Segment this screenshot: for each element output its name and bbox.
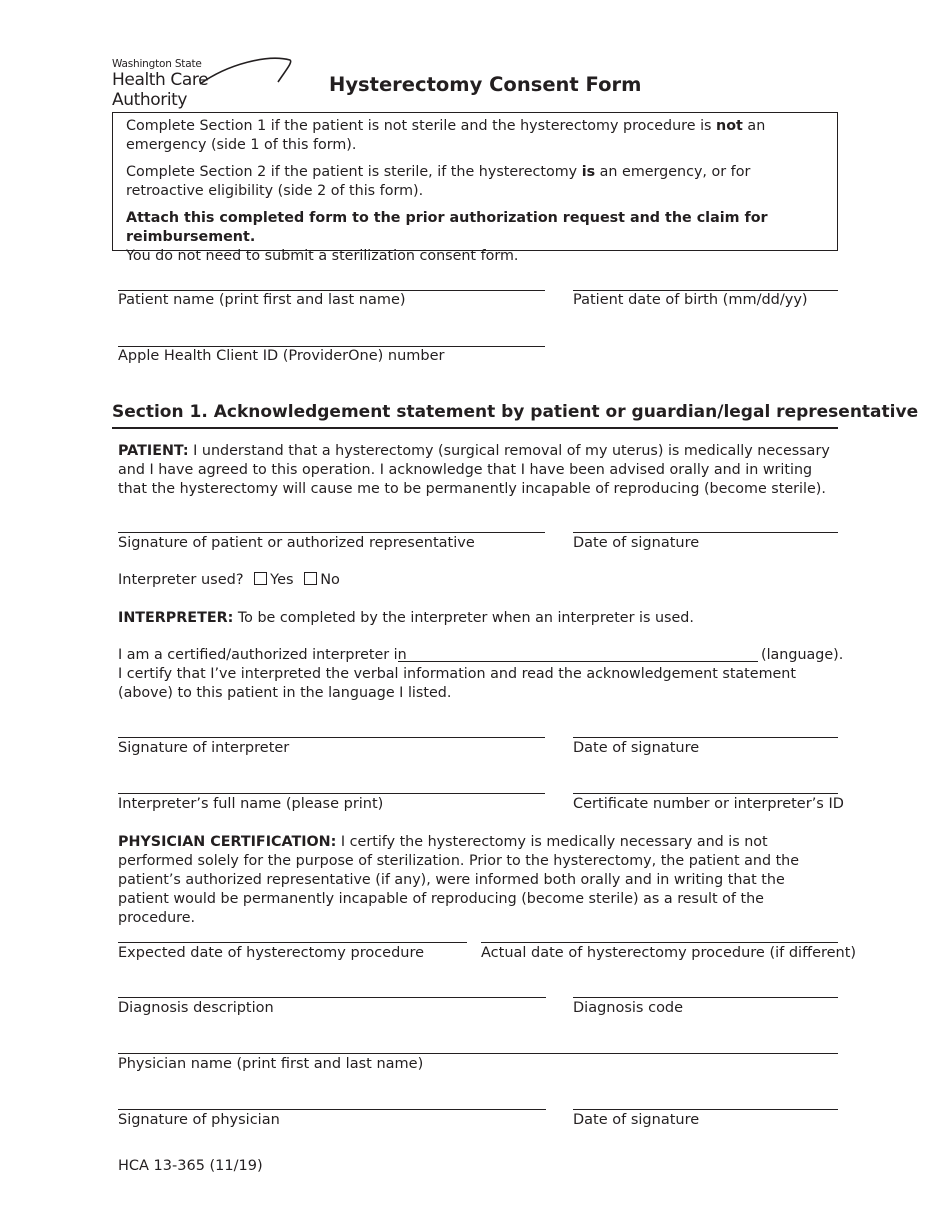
physician-signature-line[interactable] <box>118 1109 546 1110</box>
diagnosis-description-line[interactable] <box>118 997 546 998</box>
interpreter-instruction: INTERPRETER: To be completed by the interpreter when an interpreter is used. <box>118 610 694 626</box>
interpreter-language-suffix: (language). <box>761 647 844 663</box>
expected-date-label: Expected date of hysterectomy procedure <box>118 945 425 961</box>
physician-certification: PHYSICIAN CERTIFICATION: I certify the hysterectomy is medically necessary and is not performed solely for the purpose of sterilization. Prior to the hysterectomy, the patient and the patient’s authorized representative (if any), were informed both orally and in writing that the patient would be permanently incapable of reproducing (become sterile) as a result of the procedure. <box>118 834 800 926</box>
interpreter-cert-statement: I certify that I’ve interpreted the verbal information and read the acknowledgement statement (above) to this patient in the language I listed. <box>118 666 796 701</box>
interpreter-sig-date-label: Date of signature <box>573 740 700 756</box>
interpreter-used-label: Interpreter used? <box>118 572 244 588</box>
diagnosis-description-label: Diagnosis description <box>118 1000 274 1016</box>
patient-name-line[interactable] <box>118 290 545 291</box>
diagnosis-code-label: Diagnosis code <box>573 1000 684 1016</box>
physician-signature-label: Signature of physician <box>118 1112 280 1128</box>
physician-sig-date-line[interactable] <box>573 1109 838 1110</box>
client-id-line[interactable] <box>118 346 545 347</box>
interpreter-name-label: Interpreter’s full name (please print) <box>118 796 384 812</box>
interpreter-sig-date-line[interactable] <box>573 737 838 738</box>
logo-state-text: Washington State <box>112 58 202 70</box>
instructions-box <box>112 112 838 264</box>
physician-sig-date-label: Date of signature <box>573 1112 700 1128</box>
certificate-number-label: Certificate number or interpreter’s ID <box>573 796 844 812</box>
patient-dob-line[interactable] <box>573 290 838 291</box>
interpreter-name-line[interactable] <box>118 793 545 794</box>
form-id: HCA 13-365 (11/19) <box>118 1158 263 1174</box>
patient-dob-label: Patient date of birth (mm/dd/yy) <box>573 292 808 308</box>
actual-date-line[interactable] <box>481 942 838 943</box>
interpreter-yes-label: Yes <box>270 572 294 588</box>
interpreter-cert-prefix: I am a certified/authorized interpreter in <box>118 647 407 663</box>
actual-date-label: Actual date of hysterectomy procedure (if different) <box>481 945 857 961</box>
interpreter-signature-label: Signature of interpreter <box>118 740 290 756</box>
instruction-section2: Complete Section 2 if the patient is sterile, if the hysterectomy is an emergency, or for retroactive eligibility (side 2 of this form). <box>126 164 751 199</box>
page-title: Hysterectomy Consent Form <box>329 73 642 96</box>
interpreter-yes-checkbox[interactable] <box>254 572 267 585</box>
section1-rule <box>112 427 838 429</box>
physician-name-line[interactable] <box>118 1053 838 1054</box>
patient-name-label: Patient name (print first and last name) <box>118 292 406 308</box>
interpreter-no-label: No <box>320 572 340 588</box>
patient-signature-line[interactable] <box>118 532 545 533</box>
hca-logo <box>112 58 287 110</box>
expected-date-line[interactable] <box>118 942 467 943</box>
patient-signature-label: Signature of patient or authorized representative <box>118 535 475 551</box>
interpreter-signature-line[interactable] <box>118 737 545 738</box>
logo-agency-text: Health Care Authority <box>112 70 209 110</box>
interpreter-used-row <box>118 572 340 588</box>
interpreter-certification <box>118 646 844 703</box>
patient-statement: PATIENT: I understand that a hysterectomy (surgical removal of my uterus) is medically necessary and I have agreed to this operation. I acknowledge that I have been advised orally and in writing that the hysterectomy will cause me to be permanently incapable of reproducing (become sterile). <box>118 443 830 497</box>
diagnosis-code-line[interactable] <box>573 997 838 998</box>
patient-sig-date-label: Date of signature <box>573 535 700 551</box>
logo-swoosh-icon <box>198 56 294 90</box>
section1-heading: Section 1. Acknowledgement statement by patient or guardian/legal representative <box>112 402 919 422</box>
physician-name-label: Physician name (print first and last name) <box>118 1056 424 1072</box>
instruction-attach: Attach this completed form to the prior authorization request and the claim for reimbursement. You do not need to submit a sterilization consent form. <box>126 210 768 264</box>
interpreter-no-checkbox[interactable] <box>304 572 317 585</box>
certificate-number-line[interactable] <box>573 793 838 794</box>
client-id-label: Apple Health Client ID (ProviderOne) number <box>118 348 445 364</box>
interpreter-language-line[interactable] <box>398 661 758 662</box>
instruction-section1: Complete Section 1 if the patient is not sterile and the hysterectomy procedure is not an emergency (side 1 of this form). <box>126 118 766 153</box>
patient-sig-date-line[interactable] <box>573 532 838 533</box>
